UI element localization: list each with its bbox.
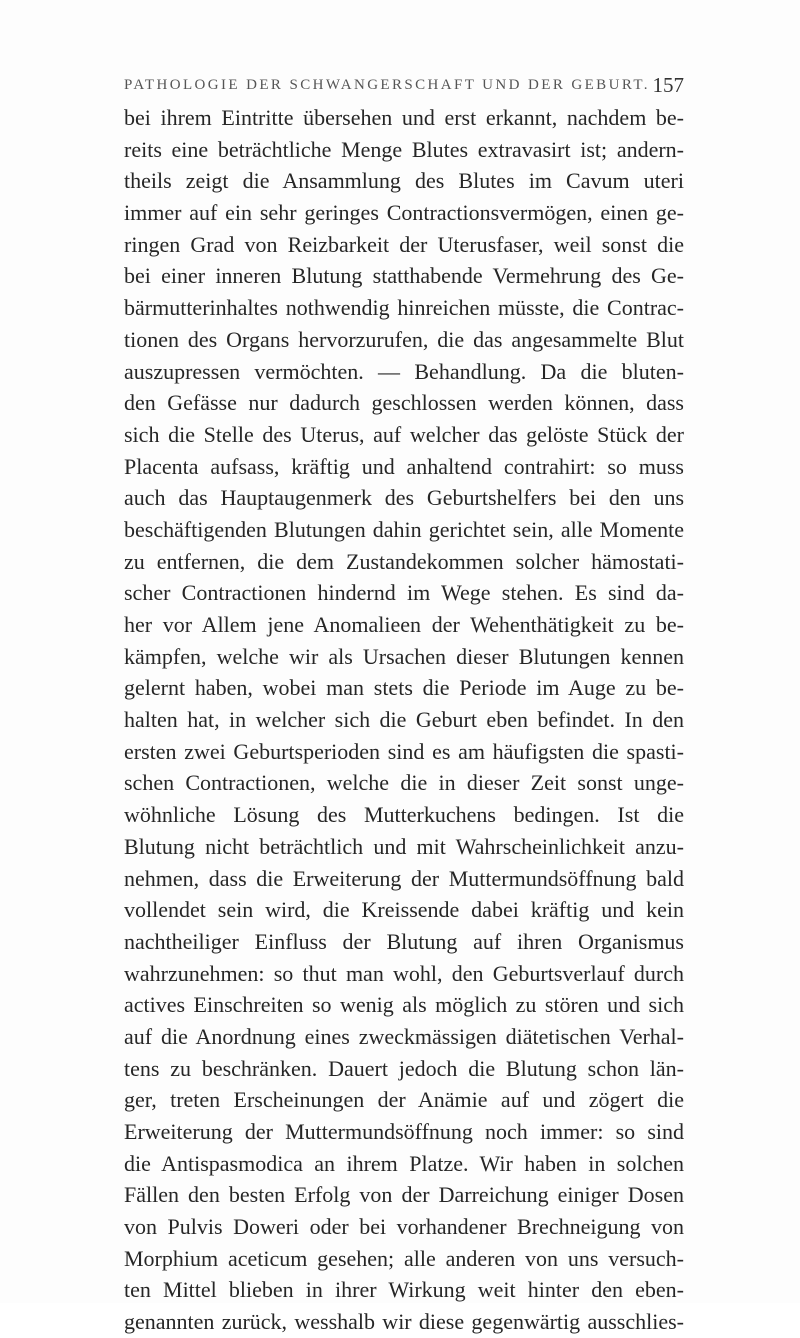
text-line: Blutung nicht beträchtlich und mit Wahrscheinlichkeit anzu- (124, 833, 684, 859)
text-line: ten Mittel blieben in ihrer Wirkung weit hinter den eben- (124, 1277, 684, 1303)
text-line: wöhnliche Lösung des Mutterkuchens bedingen. Ist die (124, 802, 684, 828)
text-line: auf die Anordnung eines zweckmässigen diätetischen Verhal- (124, 1023, 684, 1049)
text-line: nehmen, dass die Erweiterung der Muttermundsöffnung bald (124, 865, 684, 891)
text-line: tionen des Organs hervorzurufen, die das angesammelte Blut (124, 326, 684, 352)
text-line: genannten zurück, wesshalb wir diese gegenwärtig ausschlies- (124, 1309, 684, 1335)
text-line: scher Contractionen hindernd im Wege stehen. Es sind da- (124, 580, 684, 606)
text-line: ringen Grad von Reizbarkeit der Uterusfaser, weil sonst die (124, 231, 684, 257)
text-line: actives Einschreiten so wenig als möglich zu stören und sich (124, 992, 684, 1018)
text-line: ger, treten Erscheinungen der Anämie auf und zögert die (124, 1087, 684, 1113)
running-title: PATHOLOGIE DER SCHWANGERSCHAFT UND DER GEBURT. (124, 77, 650, 93)
text-line: ersten zwei Geburtsperioden sind es am häufigsten die spasti- (124, 738, 684, 764)
text-line: den Gefässe nur dadurch geschlossen werden können, dass (124, 390, 684, 416)
text-line: halten hat, in welcher sich die Geburt eben befindet. In den (124, 707, 684, 733)
body-text (124, 102, 684, 1338)
text-line: gelernt haben, wobei man stets die Periode im Auge zu be- (124, 675, 684, 701)
text-line: theils zeigt die Ansammlung des Blutes im Cavum uteri (124, 168, 684, 194)
text-line: vollendet sein wird, die Kreissende dabei kräftig und kein (124, 897, 684, 923)
text-line: beschäftigenden Blutungen dahin gerichtet sein, alle Momente (124, 516, 684, 542)
text-line: auszupressen vermöchten. — Behandlung. Da die bluten- (124, 358, 684, 384)
text-line: auch das Hauptaugenmerk des Geburtshelfers bei den uns (124, 485, 684, 511)
text-line: die Antispasmodica an ihrem Platze. Wir haben in solchen (124, 1150, 684, 1176)
text-line: sich die Stelle des Uterus, auf welcher das gelöste Stück der (124, 421, 684, 447)
running-head (124, 75, 684, 97)
text-line: bei ihrem Eintritte übersehen und erst erkannt, nachdem be- (124, 105, 684, 130)
text-line: her vor Allem jene Anomalieen der Wehenthätigkeit zu be- (124, 612, 684, 637)
text-line: wahrzunehmen: so thut man wohl, den Geburtsverlauf durch (124, 960, 684, 986)
text-line: zu entfernen, die dem Zustandekommen solcher hämostati- (124, 548, 684, 574)
text-line: Fällen den besten Erfolg von der Darreichung einiger Dosen (124, 1182, 684, 1208)
text-line: tens zu beschränken. Dauert jedoch die Blutung schon län- (124, 1055, 684, 1081)
text-line: Erweiterung der Muttermundsöffnung noch immer: so sind (124, 1119, 684, 1144)
text-line: Placenta aufsass, kräftig und anhaltend contrahirt: so muss (124, 453, 684, 479)
text-line: von Pulvis Doweri oder bei vorhandener Brechneigung von (124, 1214, 684, 1240)
text-line: reits eine beträchtliche Menge Blutes extravasirt ist; andern- (124, 136, 684, 162)
text-line: schen Contractionen, welche die in dieser Zeit sonst unge- (124, 770, 684, 796)
text-line: bei einer inneren Blutung statthabende Vermehrung des Ge- (124, 263, 684, 289)
text-line: bärmutterinhaltes nothwendig hinreichen müsste, die Contrac- (124, 295, 684, 321)
text-line: immer auf ein sehr geringes Contractionsvermögen, einen ge- (124, 200, 684, 226)
page-number: 157 (652, 73, 684, 97)
text-line: Morphium aceticum gesehen; alle anderen von uns versuch- (124, 1245, 684, 1271)
text-line: kämpfen, welche wir als Ursachen dieser Blutungen kennen (124, 643, 684, 669)
text-line: nachtheiliger Einfluss der Blutung auf ihren Organismus (124, 928, 684, 954)
